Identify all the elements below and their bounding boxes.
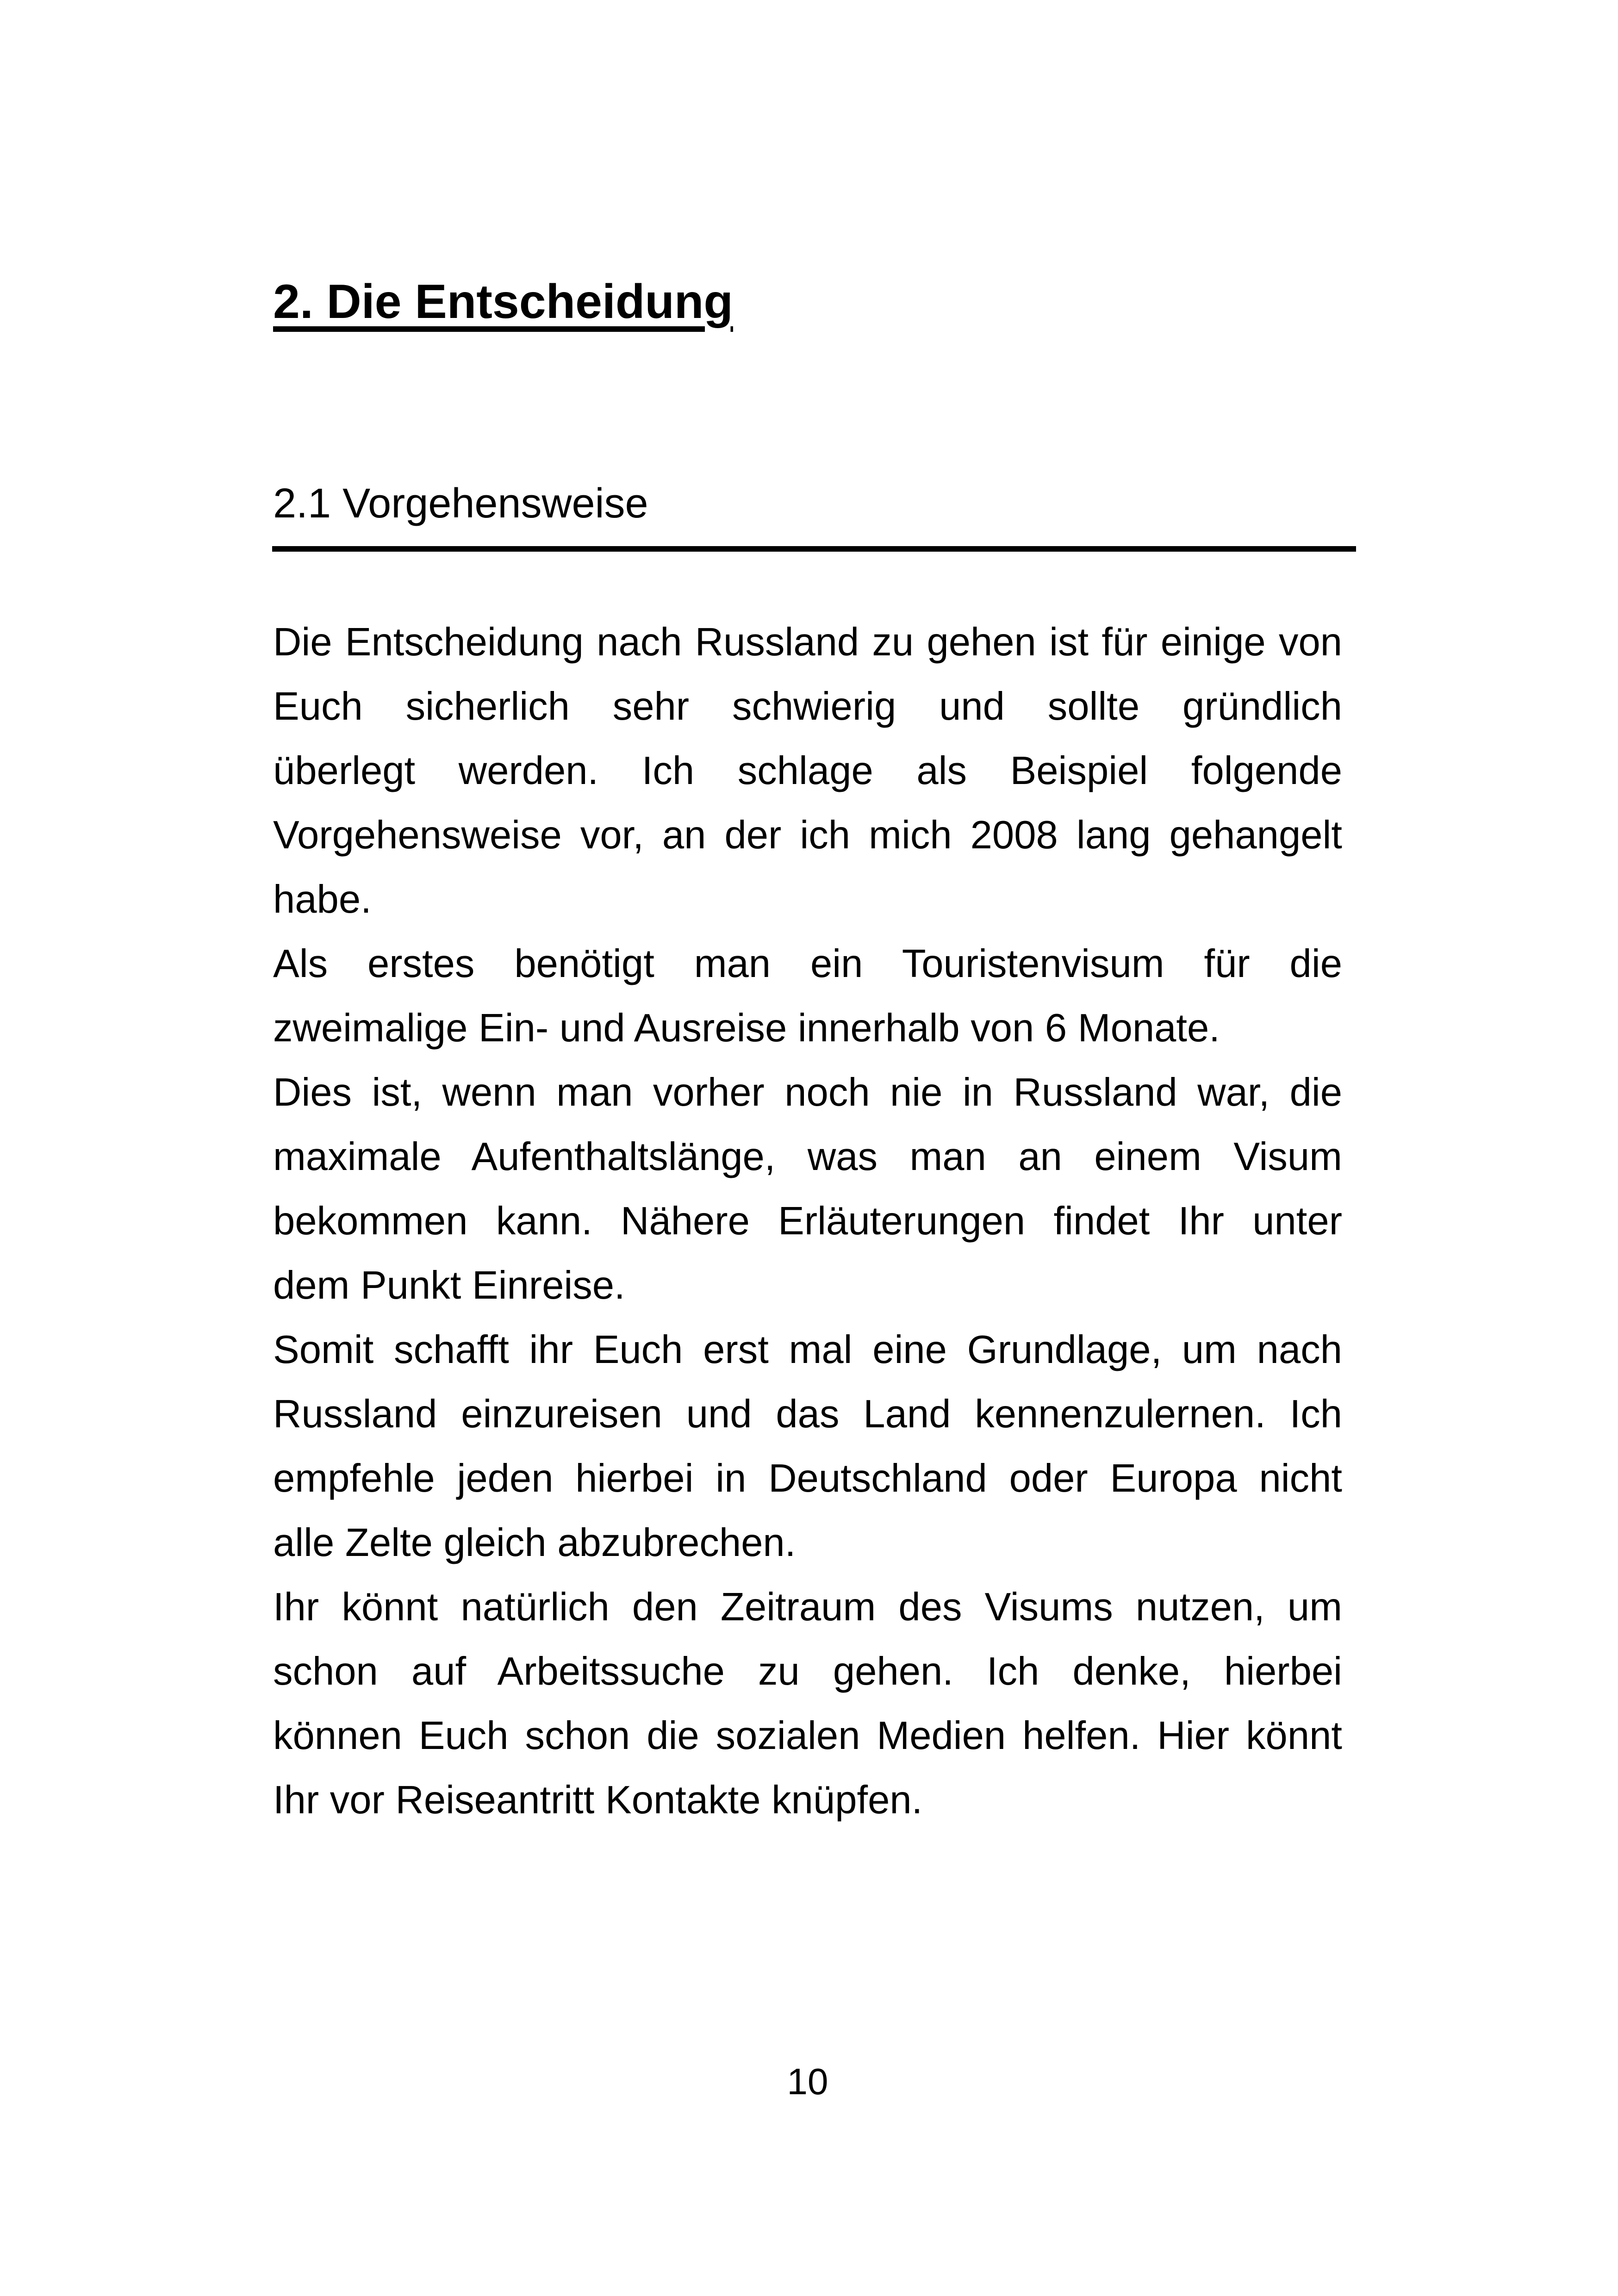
text-line: zweimalige Ein- und Ausreise innerhalb von 6 Monate. — [273, 1006, 1220, 1050]
text-line: Vorgehensweise vor, an der ich mich 2008 lang gehangelt — [273, 813, 1342, 857]
section-heading: 2. Die Entscheidung — [273, 275, 733, 329]
text-line: Dies ist, wenn man vorher noch nie in Russland war, die — [273, 1070, 1342, 1114]
text-line: bekommen kann. Nähere Erläuterungen findet Ihr unter — [273, 1199, 1342, 1243]
subsection-divider — [272, 546, 1356, 552]
text-line: Die Entscheidung nach Russland zu gehen ist für einige von — [273, 620, 1342, 664]
text-line: Ihr vor Reiseantritt Kontakte knüpfen. — [273, 1778, 923, 1822]
text-line: Ihr könnt natürlich den Zeitraum des Visums nutzen, um — [273, 1585, 1342, 1629]
text-line: maximale Aufenthaltslänge, was man an einem Visum — [273, 1135, 1342, 1179]
text-line: können Euch schon die sozialen Medien helfen. Hier könnt — [273, 1714, 1342, 1758]
page-number: 10 — [787, 2061, 828, 2102]
text-line: Somit schafft ihr Euch erst mal eine Grundlage, um nach — [273, 1328, 1342, 1372]
text-line: schon auf Arbeitssuche zu gehen. Ich denke, hierbei — [273, 1649, 1342, 1693]
subsection-heading: 2.1 Vorgehensweise — [273, 480, 648, 527]
text-line: dem Punkt Einreise. — [273, 1263, 625, 1307]
text-line: Als erstes benötigt man ein Touristenvisum für die — [273, 942, 1342, 986]
text-line: empfehle jeden hierbei in Deutschland oder Europa nicht — [273, 1456, 1342, 1500]
text-line: Euch sicherlich sehr schwierig und sollte gründlich — [273, 684, 1342, 728]
text-line: überlegt werden. Ich schlage als Beispiel folgende — [273, 749, 1342, 793]
body-text — [273, 610, 1342, 1832]
text-line: Russland einzureisen und das Land kennenzulernen. Ich — [273, 1392, 1342, 1436]
text-line: alle Zelte gleich abzubrechen. — [273, 1521, 796, 1565]
text-line: habe. — [273, 877, 372, 921]
